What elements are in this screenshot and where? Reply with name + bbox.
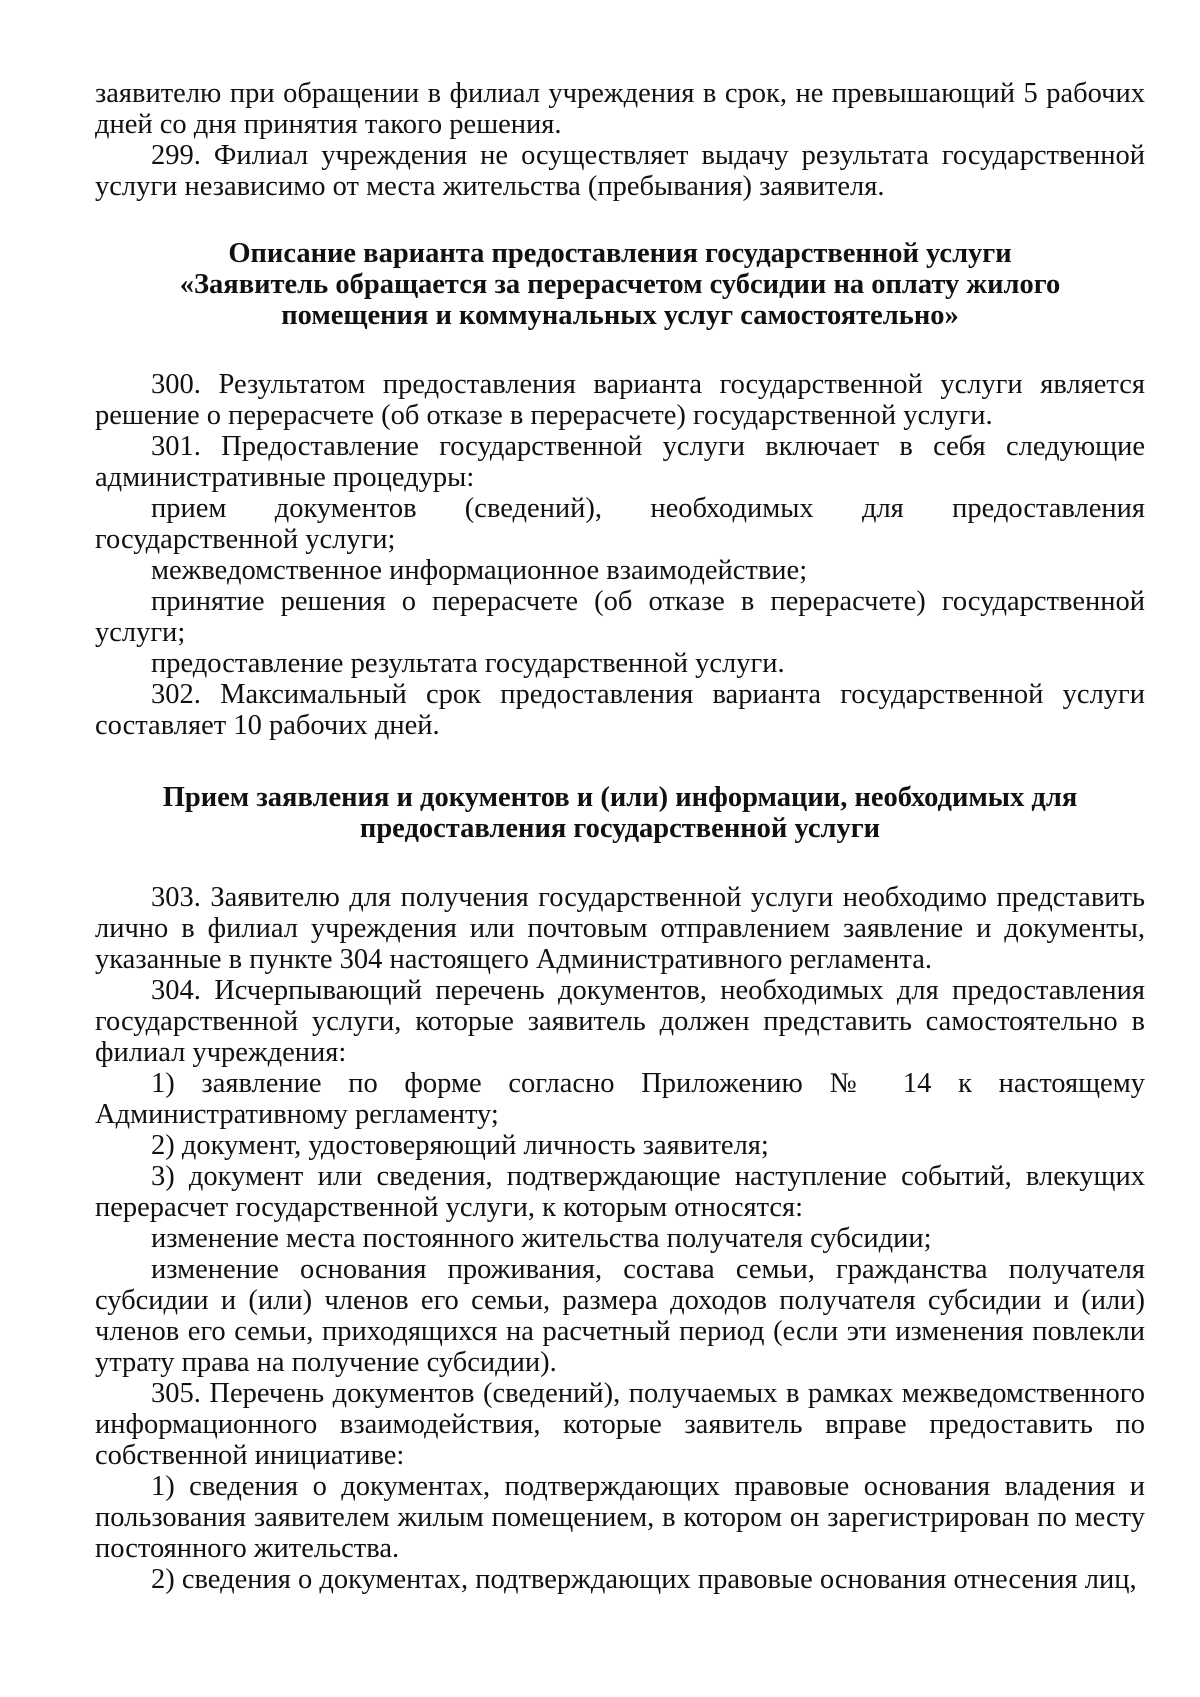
paragraph-304-item-1: 1) заявление по форме согласно Приложению № 14 к настоящему Административному регламенту; xyxy=(95,1068,1145,1130)
paragraph-301: 301. Предоставление государственной услуги включает в себя следующие административные процедуры: xyxy=(95,431,1145,493)
section-heading-reception: Прием заявления и документов и (или) информации, необходимых для предоставления государственной услуги xyxy=(162,782,1078,844)
paragraph-302: 302. Максимальный срок предоставления варианта государственной услуги составляет 10 рабочих дней. xyxy=(95,679,1145,741)
paragraph-304-item-3a: изменение места постоянного жительства получателя субсидии; xyxy=(151,1223,932,1254)
section-heading-variant: Описание варианта предоставления государственной услуги «Заявитель обращается за перерасчетом субсидии на оплату жилого помещения и коммунальных услуг самостоятельно» xyxy=(179,238,1061,331)
document-page xyxy=(95,78,1145,1595)
paragraph-303: 303. Заявителю для получения государственной услуги необходимо представить лично в филиал учреждения или почтовым отправлением заявление и документы, указанные в пункте 304 настоящего Административного регламента. xyxy=(95,882,1145,975)
paragraph-304-item-2: 2) документ, удостоверяющий личность заявителя; xyxy=(151,1130,769,1161)
paragraph-301-item-1: прием документов (сведений), необходимых для предоставления государственной услуги; xyxy=(95,493,1145,555)
paragraph-304: 304. Исчерпывающий перечень документов, необходимых для предоставления государственной услуги, которые заявитель должен представить самостоятельно в филиал учреждения: xyxy=(95,975,1145,1068)
paragraph-299: 299. Филиал учреждения не осуществляет выдачу результата государственной услуги независимо от места жительства (пребывания) заявителя. xyxy=(95,140,1145,202)
paragraph-301-item-3: принятие решения о перерасчете (об отказе в перерасчете) государственной услуги; xyxy=(95,586,1145,648)
paragraph-301-item-2: межведомственное информационное взаимодействие; xyxy=(151,555,808,586)
paragraph-300: 300. Результатом предоставления варианта государственной услуги является решение о перерасчете (об отказе в перерасчете) государственной услуги. xyxy=(95,369,1145,431)
paragraph-305: 305. Перечень документов (сведений), получаемых в рамках межведомственного информационного взаимодействия, которые заявитель вправе предоставить по собственной инициативе: xyxy=(95,1378,1145,1471)
paragraph-305-item-1: 1) сведения о документах, подтверждающих правовые основания владения и пользования заявителем жилым помещением, в котором он зарегистрирован по месту постоянного жительства. xyxy=(95,1471,1145,1564)
paragraph-continuation: заявителю при обращении в филиал учреждения в срок, не превышающий 5 рабочих дней со дня принятия такого решения. xyxy=(95,78,1145,140)
paragraph-301-item-4: предоставление результата государственной услуги. xyxy=(151,648,785,679)
paragraph-305-item-2: 2) сведения о документах, подтверждающих правовые основания отнесения лиц, xyxy=(151,1564,1137,1595)
paragraph-304-item-3b: изменение основания проживания, состава семьи, гражданства получателя субсидии и (или) членов его семьи, размера доходов получателя субсидии и (или) членов его семьи, приходящихся на расчетный период (если эти изменения повлекли утрату права на получение субсидии). xyxy=(95,1254,1145,1378)
paragraph-304-item-3: 3) документ или сведения, подтверждающие наступление событий, влекущих перерасчет государственной услуги, к которым относятся: xyxy=(95,1161,1145,1223)
